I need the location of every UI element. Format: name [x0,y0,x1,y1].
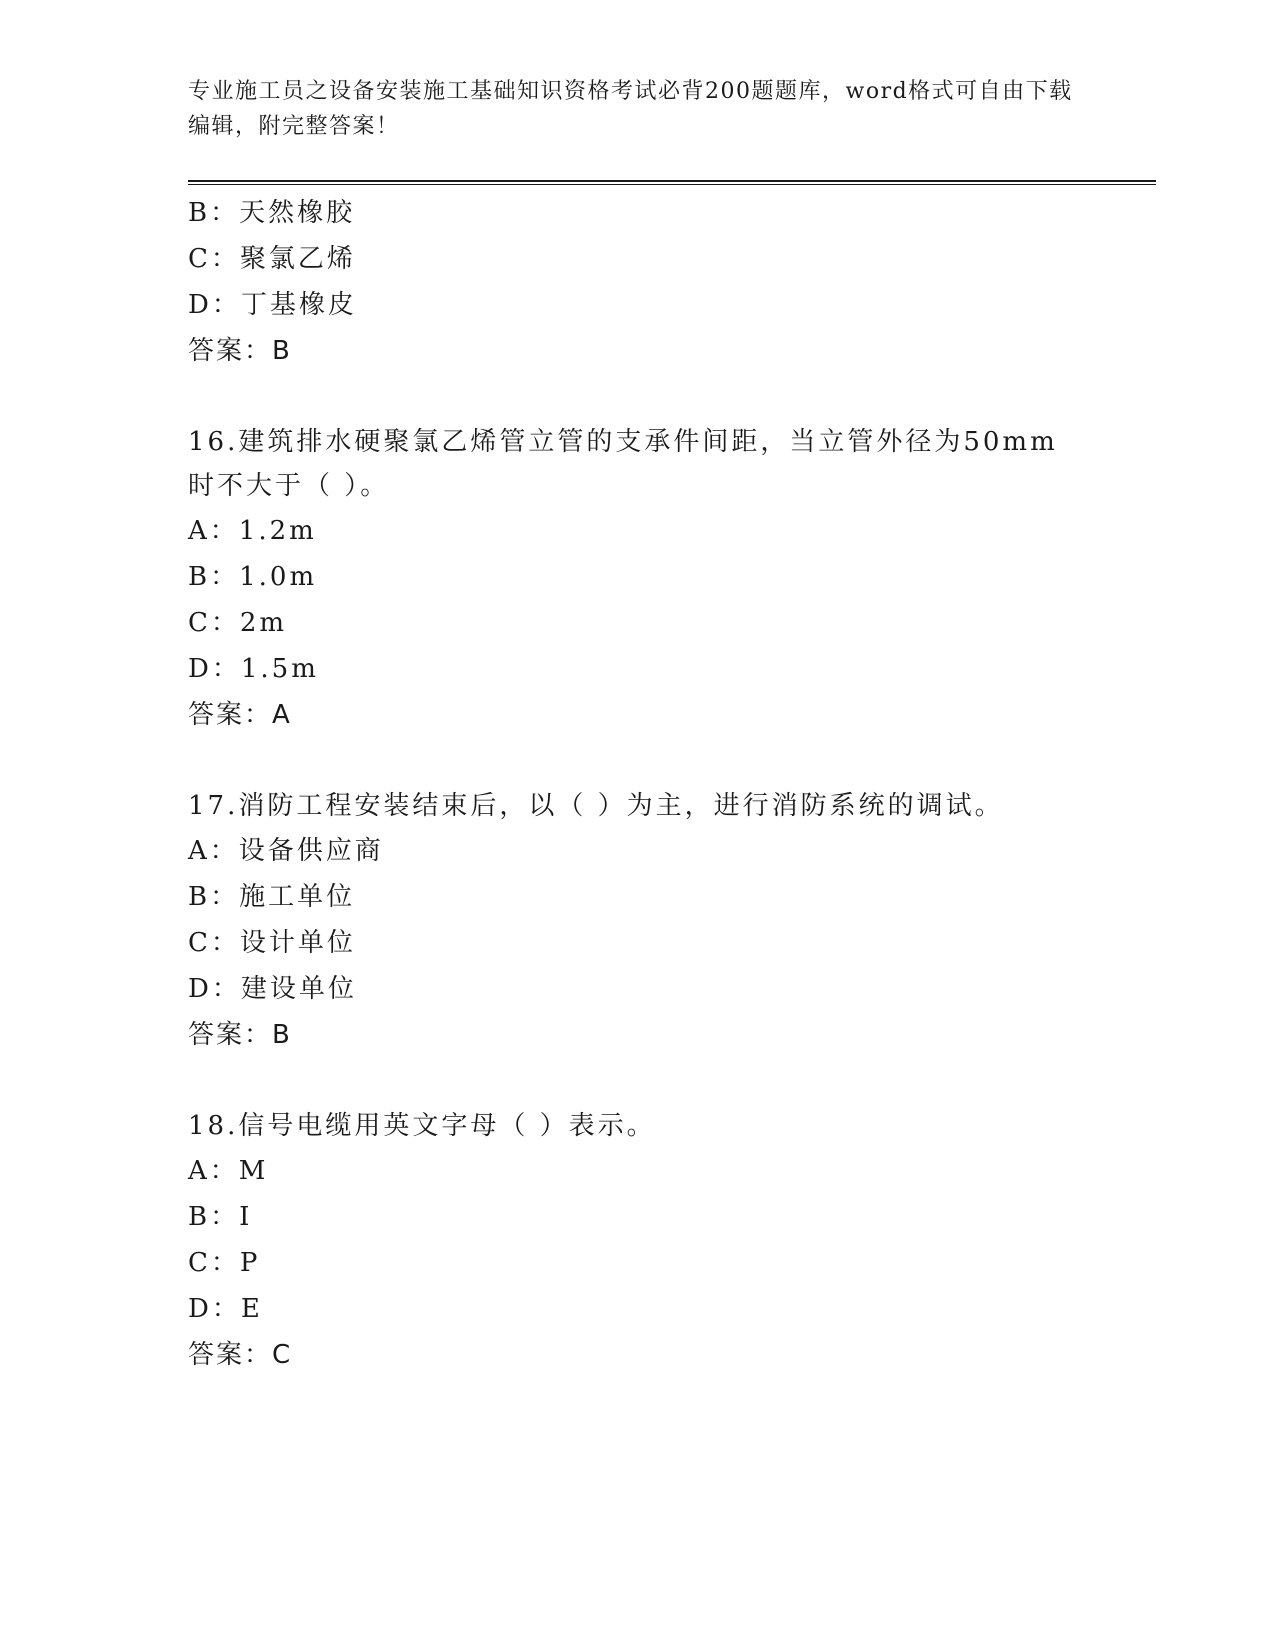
option-d: D：E [188,1294,263,1324]
question-stem: 16.建筑排水硬聚氯乙烯管立管的支承件间距，当立管外径为50mm时不大于（ ）。 [188,427,1058,501]
answer: 答案：A [188,700,292,730]
header-divider-thick [188,180,1156,182]
header-divider-thin [188,184,1156,185]
question-stem: 18.信号电缆用英文字母（ ）表示。 [188,1111,656,1141]
option-c: C：P [188,1248,261,1278]
answer: 答案：B [188,1020,292,1050]
question-17 [188,784,1088,1058]
option-d: D：丁基橡皮 [188,290,357,320]
option-d: D：建设单位 [188,974,357,1004]
question-list [188,190,1088,1378]
option-c: C：聚氯乙烯 [188,244,356,274]
option-b: B：天然橡胶 [188,198,356,228]
answer: 答案：C [188,1340,293,1370]
option-a: A：设备供应商 [188,836,384,866]
question-stem: 17.消防工程安装结束后，以（ ）为主，进行消防系统的调试。 [188,791,1004,821]
option-b: B：施工单位 [188,882,356,912]
option-c: C：设计单位 [188,928,356,958]
option-d: D：1.5m [188,654,319,684]
document-header: 专业施工员之设备安装施工基础知识资格考试必背200题题库，word格式可自由下载编辑，附完整答案！ [188,79,1073,139]
option-a: A：1.2m [188,516,317,546]
option-c: C：2m [188,608,288,638]
question-16 [188,420,1088,738]
previous-question-tail [188,190,1088,374]
option-b: B：I [188,1202,253,1232]
answer: 答案：B [188,336,292,366]
option-a: A：M [188,1156,269,1186]
option-b: B：1.0m [188,562,318,592]
question-18 [188,1104,1088,1378]
